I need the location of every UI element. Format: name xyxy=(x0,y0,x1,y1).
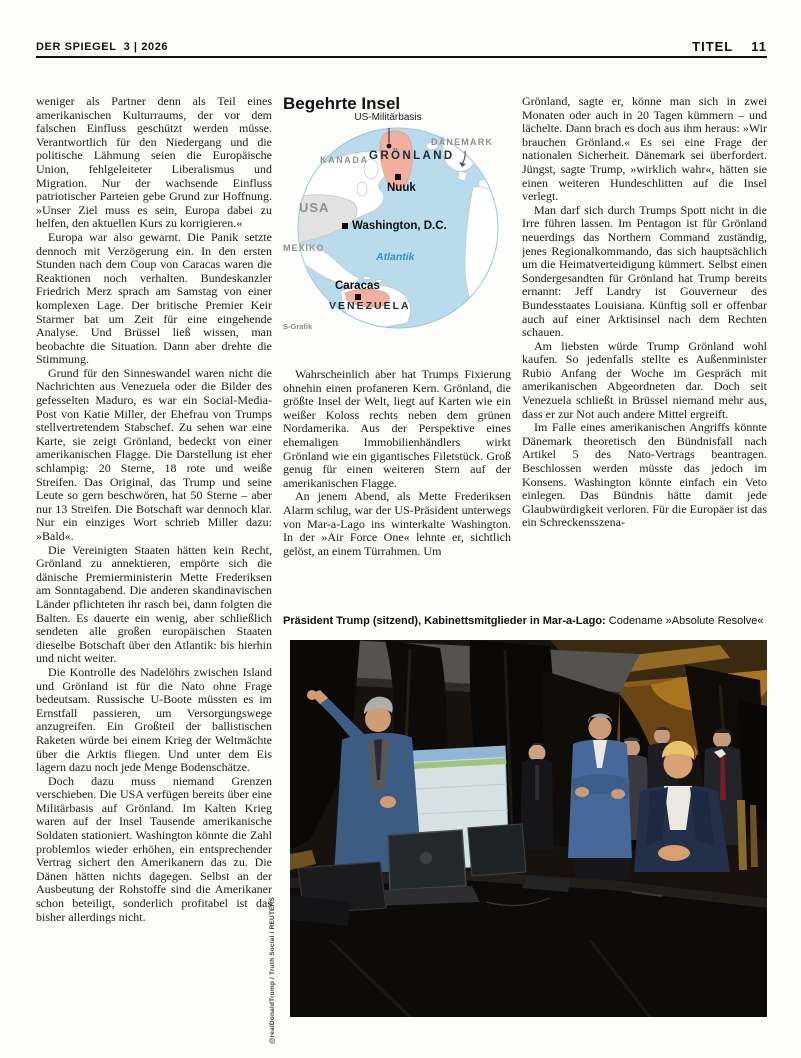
caption-bold: Präsident Trump (sitzend), Kabinettsmitglieder in Mar-a-Lago: xyxy=(283,615,606,627)
map-label-atlantik: Atlantik xyxy=(376,251,415,263)
map-label-daenemark: DÄNEMARK xyxy=(431,137,494,147)
paragraph: Grönland, sagte er, könne man sich in zwei Monaten oder auch in 20 Tagen kümmern – und lächelte. Dann brach es doch aus ihm heraus: »Wir brauchen Grönland.« Es sei eine Frage der nationalen Sicherheit. Dänemark sei überfordert. Jüngst, sagte Trump, »wirklich wahr«, hätten sie einen weiteren Hundeschlitten auf die Insel verlegt. xyxy=(522,95,767,204)
map-label-venezuela: VENEZUELA xyxy=(329,300,411,312)
header-rule xyxy=(36,56,767,58)
map-label-washington: Washington, D.C. xyxy=(342,220,447,232)
section-header xyxy=(692,39,767,54)
map-label-usa: USA xyxy=(299,200,330,215)
landmass-island xyxy=(357,182,367,196)
issue-number: 3 | 2026 xyxy=(123,41,169,53)
photo-illustration xyxy=(290,640,767,1017)
city-marker xyxy=(395,174,401,180)
photo-trump-cabinet xyxy=(290,640,767,1017)
map-infographic xyxy=(283,96,511,338)
city-marker xyxy=(342,223,348,229)
paragraph: Im Falle eines amerikanischen Angriffs könnte Dänemark theoretisch den Bündnisfall nach Artikel 5 des Nato-Vertrags beantragen. Beschlossen werden müsste das jedoch im Konsens. Washington könnte einfach ein Veto einlegen. Das Bündnis hätte damit jede Glaubwürdigkeit verloren. Für die Europäer ist das ein Schreckensszena- xyxy=(522,420,767,530)
paragraph: Man darf sich durch Trumps Spott nicht in die Irre führen lassen. Im Pentagon ist für Grönland neuerdings das Northern Command zuständig, jenes Regionalkommando, das sich hauptsächlich um die Heimatverteidigung kümmert. Selbst einen Sondergesandten für Grönland hat Trump bereits ernannt: Jeff Landry ist Gouverneur des Bundesstaates Louisiana. Künftig soll er offenbar auch auf einer Arktisinsel nach dem Rechten schauen. xyxy=(522,202,767,340)
photo-credit: @realDonaldTrump / Truth Social / REUTERS xyxy=(269,896,276,1044)
map-label-nuuk: Nuuk xyxy=(387,174,416,194)
paragraph: Am liebsten würde Trump Grönland wohl kaufen. So jedenfalls stellte es Außenminister Rubio Anfang der Woche im Gespräch mit amerikanischen Abgeordneten dar. Doch seit Venezuela schließt in Brüssel niemand mehr aus, dass er zur Not auch andere Mittel ergreift. xyxy=(522,338,767,421)
map-label-kanada: KANADA xyxy=(320,155,369,165)
map-title: Begehrte Insel xyxy=(283,94,401,113)
caption-regular: Codename »Absolute Resolve« xyxy=(605,615,764,627)
map-label-caracas: Caracas xyxy=(335,280,380,300)
paragraph: Doch dazu muss niemand Grenzen verschieben. Die USA verfügen bereits über eine Militärbasis auf Grönland. Im Kalten Krieg waren auf der Insel Tausende amerikanische Soldaten stationiert. Washington könnte die Zahl problemlos wieder erhöhen, ein entsprechender Vertrag sichert den Amerikanern das zu. Die Dänen hätten nichts dagegen. Selbst an der Ausbeutung der Rohstoffe sind die Amerikaner schon beteiligt, sonderlich profitabel ist das bisher allerdings nicht. xyxy=(36,773,272,924)
masthead xyxy=(36,41,168,53)
map-credit: S-Grafik xyxy=(283,322,313,331)
photo-caption xyxy=(283,615,767,627)
landmass-europe-africa xyxy=(465,187,503,319)
paragraph: An jenem Abend, als Mette Frederiksen Alarm schlug, war der US-Präsident unterwegs von Mar-a-Lago ins winterkalte Washington. In der »Air Force One« lehnte er, sichtlich gelöst, an einem Türrahmen. Um xyxy=(283,489,511,558)
landmass-denmark xyxy=(458,171,467,181)
paragraph: Europa war also gewarnt. Die Panik setzte dennoch mit Verzögerung ein. In den ersten Stunden nach dem Coup von Caracas waren die Reaktionen noch verhalten. Bundeskanzler Friedrich Merz sprach am Samstag von einer komplexen Lage. Der britische Premier Keir Starmer bat um Zeit für eine eingehende Analyse. Und Brüssel ließ wissen, man beobachte die Situation. Dann aber drehte die Stimmung. xyxy=(36,229,272,367)
paragraph: weniger als Partner denn als Teil eines amerikanischen Kulturraums, der vor dem falschen Einfluss geschützt werden müsse. Verantwortlich für den Niedergang und die politische Lähmung seien die Europäische Union, fehlgeleiteter Liberalismus und Migration. Nur der wachsende Einfluss patriotischer Parteien gebe Grund zur Hoffnung. »Unser Ziel muss es sein, Europa dabei zu helfen, den aktuellen Kurs zu korrigieren.« xyxy=(36,95,272,231)
paragraph: Die Vereinigten Staaten hätten kein Recht, Grönland zu annektieren, empörte sich die dänische Premierministerin Mette Frederiksen am Sonntagabend. Die anderen skandinavischen Länder pflichteten ihr rasch bei, dann folgten die Balten. Es dauerte ein wenig, aber schließlich sendeten alle großen europäischen Staaten dieselbe Botschaft über den Atlantik: bis hierhin und nicht weiter. xyxy=(36,542,272,666)
map-label-us-base: US-Militärbasis xyxy=(354,112,422,123)
paragraph: Wahrscheinlich aber hat Trumps Fixierung ohnehin einen profaneren Kern. Grönland, die größte Insel der Welt, liegt auf Karten wie ein weißer Koloss rechts neben dem grünen Nordamerika. Aus der Perspektive eines ehemaligen Immobilienhändlers wirkt Grönland wie ein gigantisches Filetstück. Groß genug für einen weiteren Stern auf der amerikanischen Flagge. xyxy=(283,368,511,490)
map-label-groenland: GRÖNLAND xyxy=(369,150,455,162)
article-column-1 xyxy=(36,95,272,1007)
article-column-2 xyxy=(283,368,511,604)
masthead-title: DER SPIEGEL xyxy=(36,41,117,53)
section-label: TITEL xyxy=(692,39,734,54)
paragraph: Die Kontrolle des Nadelöhrs zwischen Island und Grönland ist für die Nato ohne Frage bedeutsam. Russische U-Boote müssten es im Ernstfall passieren, um Versorgungswege anzugreifen. Ein Großteil der ballistischen Raketen würde bei einem Krieg der Weltmächte über die Arktis fliegen. Und unter dem Eis lagern dazu noch jede Menge Bodenschätze. xyxy=(36,664,272,775)
map-label-mexiko: MEXIKO xyxy=(283,243,325,253)
paragraph: Grund für den Sinneswandel waren nicht die Nachrichten aus Venezuela oder die Bilder des gefesselten Maduro, es war ein Social-Media-Post von Katie Miller, der Ehefrau von Trumps stellvertretendem Stabschef. Zu sehen war eine Karte, sie zeigt Grönland, bedeckt von einer amerikanischen Flagge. Die Darstellung ist eher schlampig: 20 Sterne, 18 rote und weiße Streifen. Das Original, das Trump und seine Leute so gern beschwören, hat 50 Sterne – aber nur 13 Streifen. Die Botschaft war dennoch klar. Nur ein einziges Wort schrieb Miller dazu: »Bald«. xyxy=(36,365,272,543)
page-number: 11 xyxy=(751,39,767,54)
article-column-3 xyxy=(522,95,767,575)
us-base-marker xyxy=(387,144,392,149)
